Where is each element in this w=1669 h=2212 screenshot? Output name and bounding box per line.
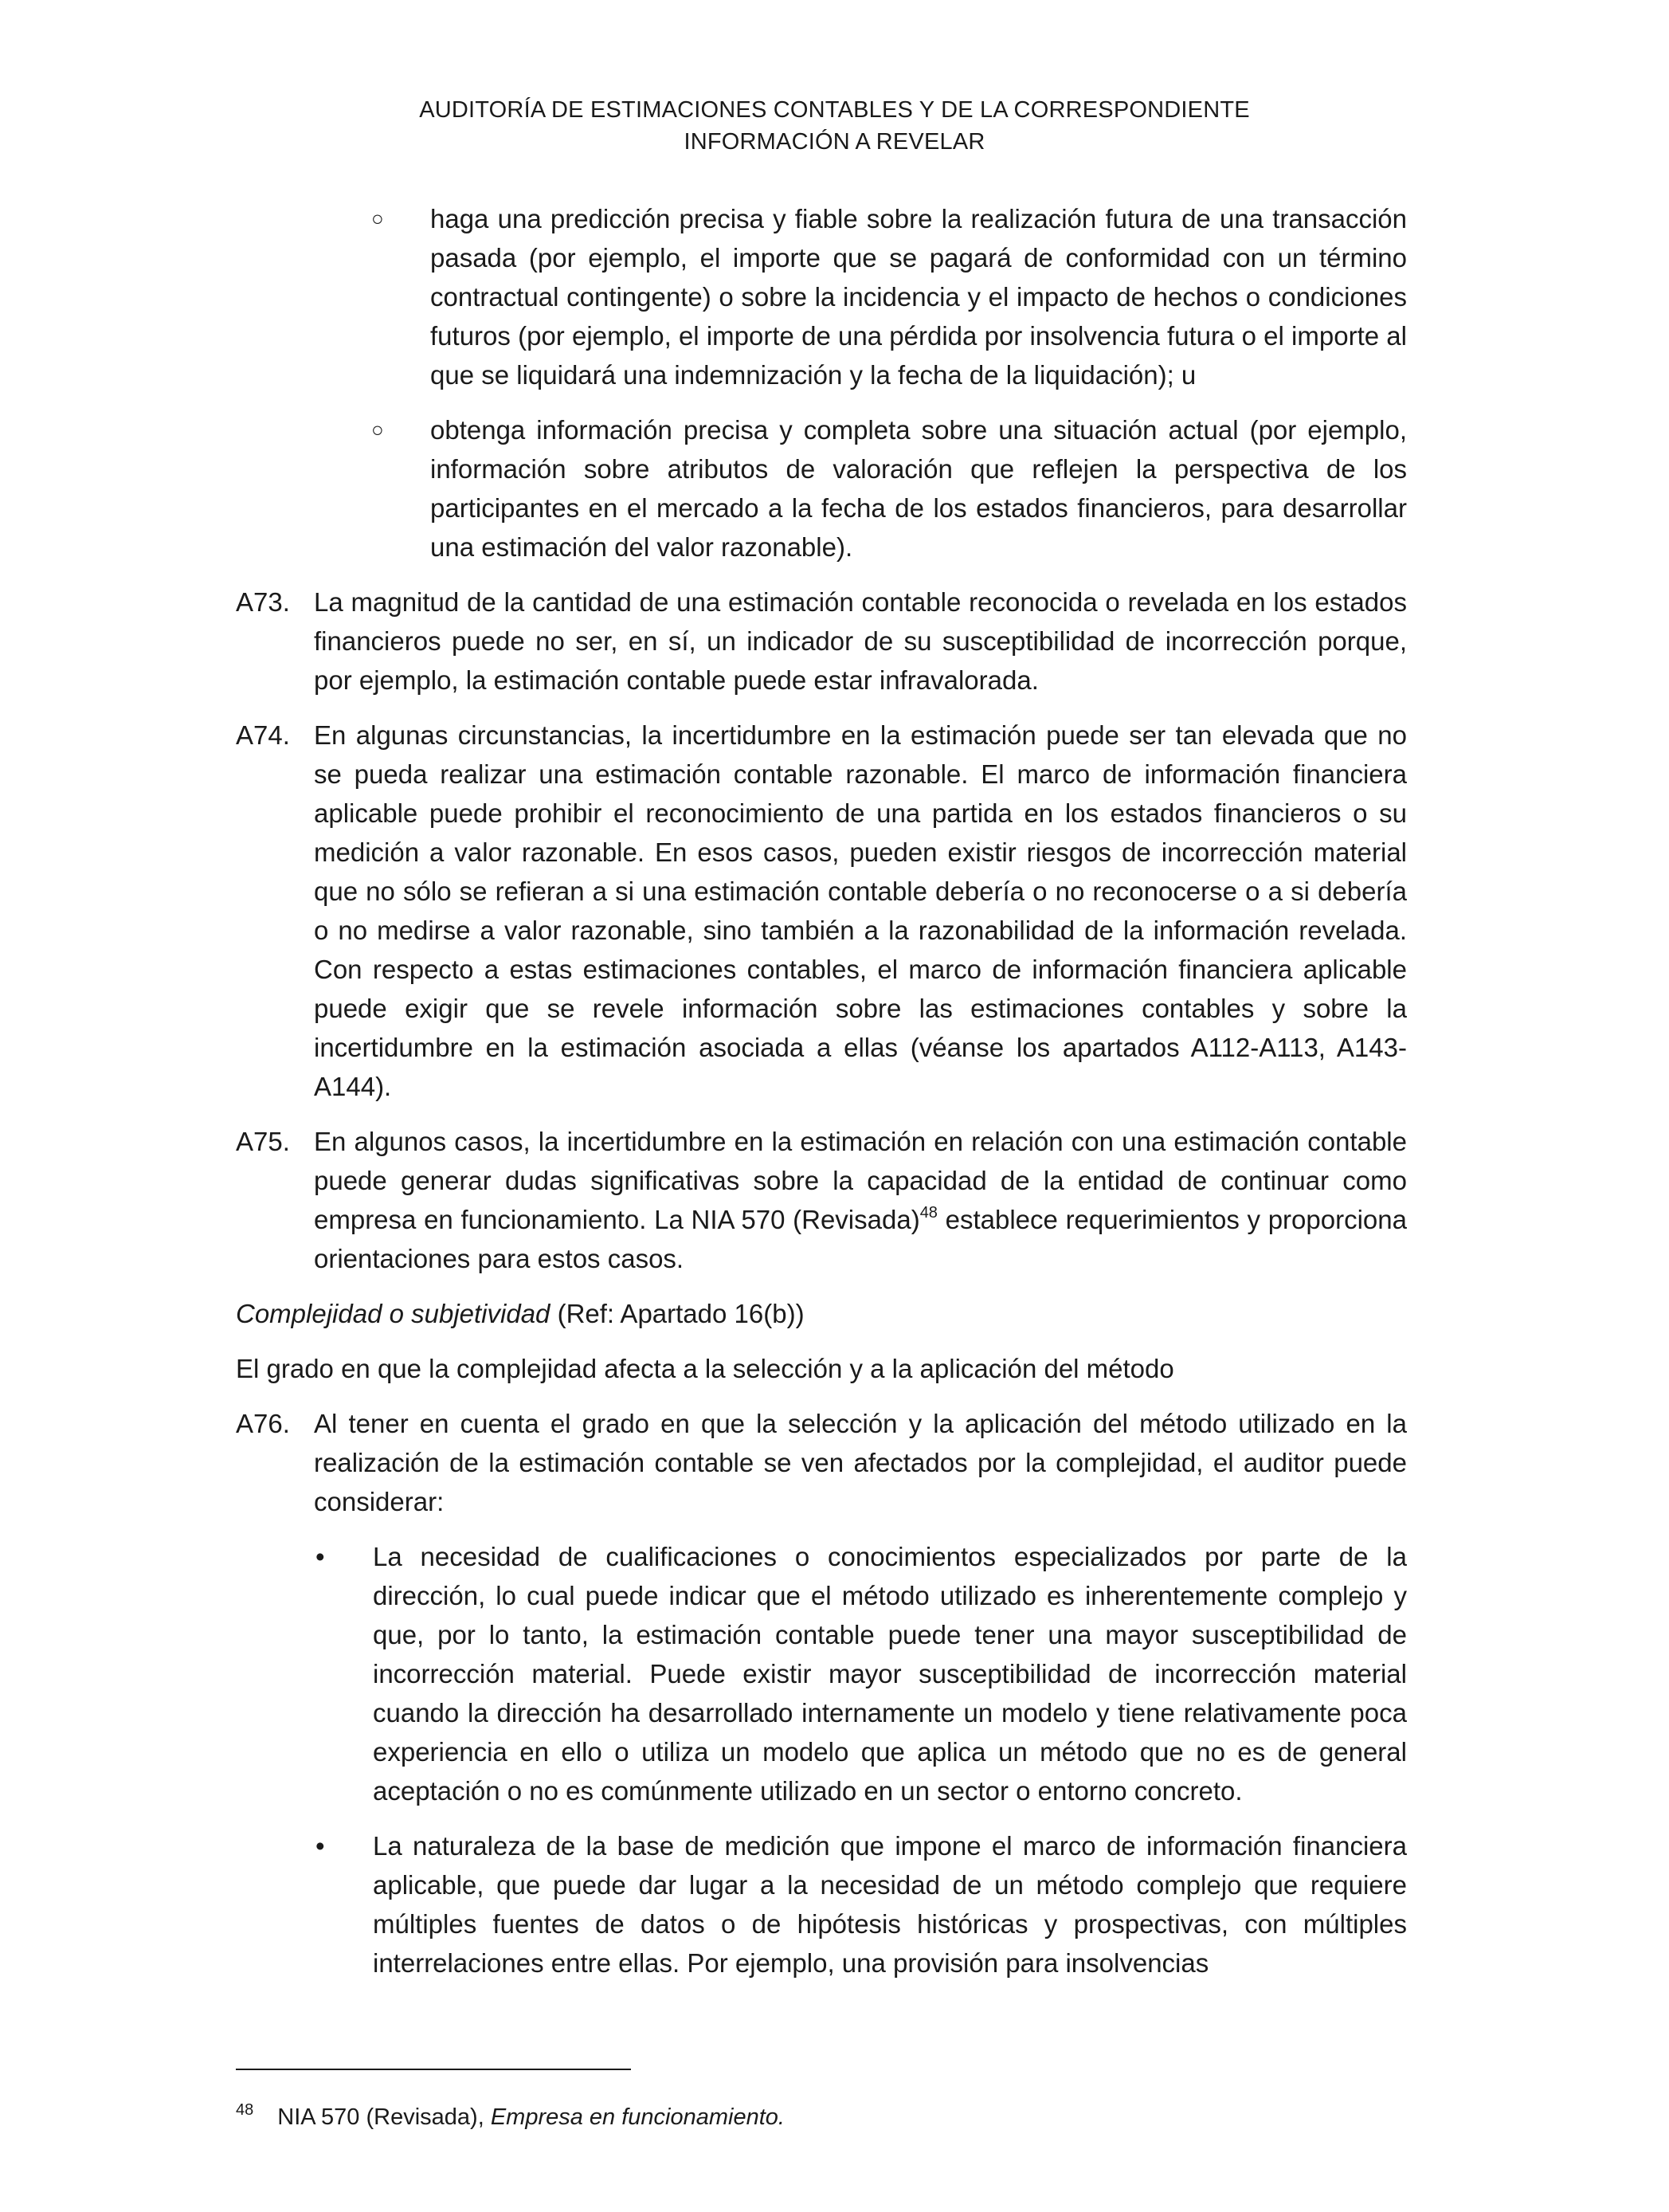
paragraph-number: A73.: [236, 587, 290, 617]
bullet-item: [236, 1537, 1407, 1810]
bullet-icon: •: [315, 1831, 325, 1861]
footnote-divider: [236, 2069, 631, 2070]
section-heading-ref: (Ref: Apartado 16(b)): [550, 1299, 805, 1328]
page-body: [236, 199, 1407, 1998]
footnote-text: NIA 570 (Revisada),: [277, 2104, 491, 2130]
section-subheading: El grado en que la complejidad afecta a la selección y a la aplicación del método: [236, 1354, 1174, 1383]
bullet-item: [236, 1826, 1407, 1983]
paragraph-text: En algunas circunstancias, la incertidumbre en la estimación puede ser tan elevada que no se pueda realizar una estimación contable razonable. El marco de información financiera aplicable puede prohibir el reconocimiento de una partida en los estados financieros o su medición a valor razonable. En esos casos, pueden existir riesgos de incorrección material que no sólo se refieran a si una estimación contable debería o no reconocerse o a si debería o no medirse a valor razonable, sino también a la razonabilidad de la información revelada. Con respecto a estas estimaciones contables, el marco de información financiera aplicable puede exigir que se revele información sobre las estimaciones contables y sobre la incertidumbre en la estimación asociada a ellas (véanse los apartados A112-A113, A143-A144).: [314, 720, 1407, 1101]
paragraph-text: [314, 1122, 1407, 1278]
paragraph-number: A76.: [236, 1409, 290, 1438]
hollow-circle-bullet-icon: ○: [371, 206, 384, 230]
paragraph-a74: [236, 716, 1407, 1106]
section-heading: [236, 1294, 1407, 1333]
sub-item: [236, 410, 1407, 567]
paragraph-text: La magnitud de la cantidad de una estimación contable reconocida o revelada en los estados financieros puede no ser, en sí, un indicador de su susceptibilidad de incorrección porque, por ejemplo, la estimación contable puede estar infravalorada.: [314, 587, 1407, 695]
paragraph-number: A75.: [236, 1127, 290, 1156]
bullet-text: La necesidad de cualificaciones o conocimientos especializados por parte de la dirección, lo cual puede indicar que el método utilizado es inherentemente complejo y que, por lo tanto, la estimación contable puede tener una mayor susceptibilidad de incorrección material. Puede existir mayor susceptibilidad de incorrección material cuando la dirección ha desarrollado internamente un modelo y tiene relativamente poca experiencia en ello o utiliza un modelo que aplica un método que no es de general aceptación o no es comúnmente utilizado en un sector o entorno concreto.: [373, 1542, 1407, 1806]
paragraph-text-part: En algunos casos, la incertidumbre en la estimación en relación con una estimación contable puede generar dudas significativas sobre la capacidad de la entidad de continuar como empresa en funcionamiento. La NIA 570 (Revisada): [314, 1127, 1407, 1234]
sub-item-text: haga una predicción precisa y fiable sobre la realización futura de una transacción pasada (por ejemplo, el importe que se pagará de conformidad con un término contractual contingente) o sobre la incidencia y el impacto de hechos o condiciones futuros (por ejemplo, el importe de una pérdida por insolvencia futura o el importe al que se liquidará una indemnización y la fecha de la liquidación); u: [430, 204, 1407, 390]
paragraph-text-part: establece requerimientos y proporciona orientaciones para estos casos.: [314, 1205, 1407, 1273]
section-heading-italic: Complejidad o subjetividad: [236, 1299, 550, 1328]
header-line-2: INFORMACIÓN A REVELAR: [684, 129, 985, 155]
running-header: [0, 94, 1669, 158]
footnote: [236, 2094, 785, 2133]
bullet-text: La naturaleza de la base de medición que impone el marco de información financiera aplicable, que puede dar lugar a la necesidad de un método complejo que requiere múltiples fuentes de datos o de hipótesis históricas y prospectivas, con múltiples interrelaciones entre ellas. Por ejemplo, una provisión para insolvencias: [373, 1831, 1407, 1978]
header-line-1: AUDITORÍA DE ESTIMACIONES CONTABLES Y DE LA CORRESPONDIENTE: [419, 97, 1250, 123]
paragraph-a75: [236, 1122, 1407, 1278]
paragraph-a73: [236, 582, 1407, 700]
footnote-number: 48: [236, 2101, 254, 2119]
paragraph-number: A74.: [236, 720, 290, 750]
sub-item-text: obtenga información precisa y completa sobre una situación actual (por ejemplo, información sobre atributos de valoración que reflejen la perspectiva de los participantes en el mercado a la fecha de los estados financieros, para desarrollar una estimación del valor razonable).: [430, 415, 1407, 562]
paragraph-text: Al tener en cuenta el grado en que la selección y la aplicación del método utilizado en la realización de la estimación contable se ven afectados por la complejidad, el auditor puede considerar:: [314, 1409, 1407, 1516]
bullet-icon: •: [315, 1542, 325, 1571]
hollow-circle-bullet-icon: ○: [371, 418, 384, 441]
paragraph-a76: [236, 1404, 1407, 1521]
footnote-reference[interactable]: 48: [919, 1204, 938, 1222]
sub-item: [236, 199, 1407, 394]
footnote-text-italic: Empresa en funcionamiento.: [490, 2104, 785, 2130]
